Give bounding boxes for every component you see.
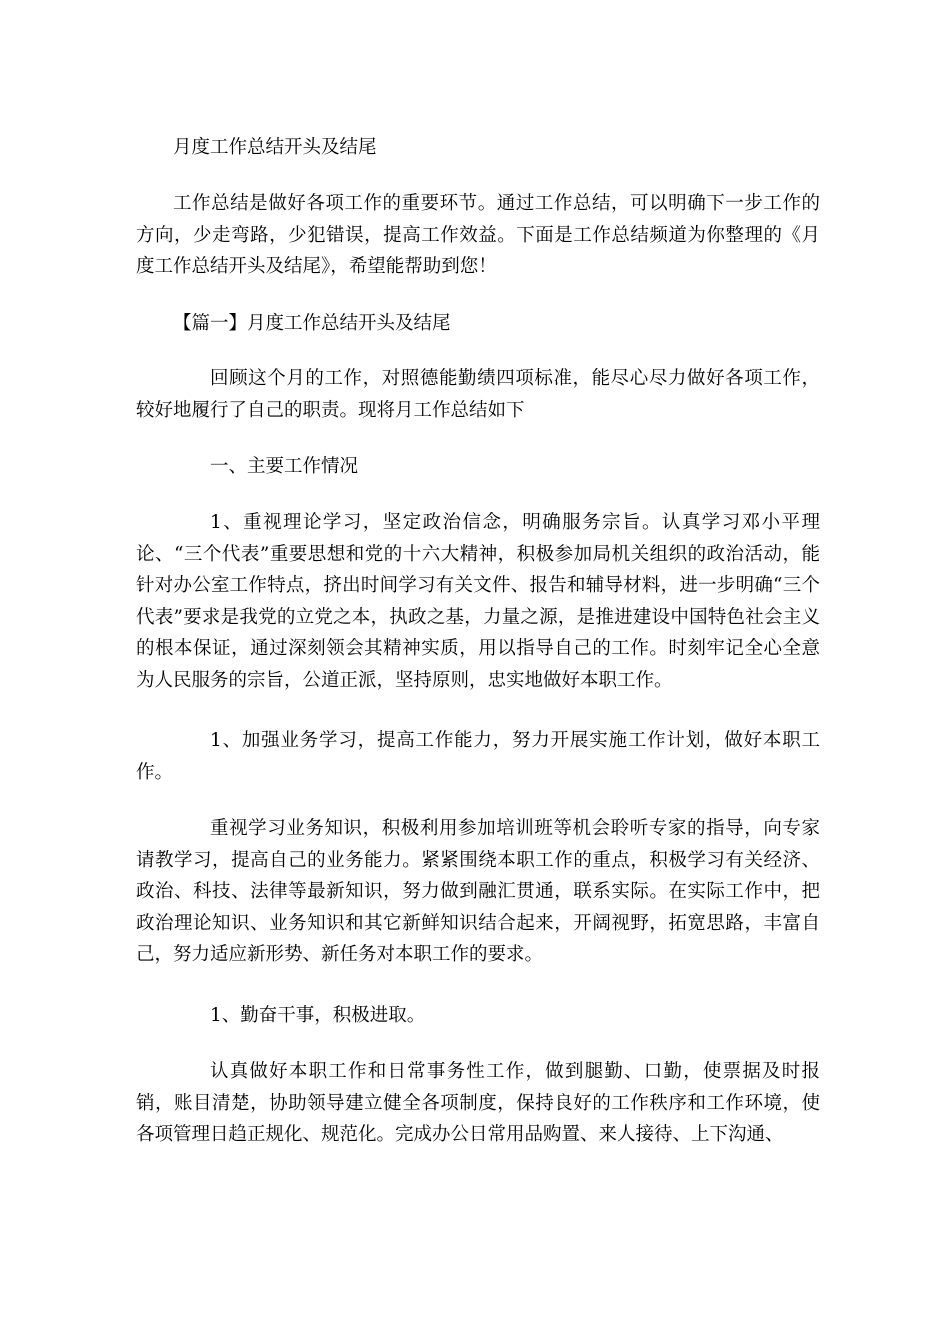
- chapter-heading: 【篇一】月度工作总结开头及结尾: [173, 313, 451, 334]
- intro-paragraph: 工作总结是做好各项工作的重要环节。通过工作总结，可以明确下一步工作的方向，少走弯路，少犯错误，提高工作效益。下面是工作总结频道为你整理的《月度工作总结开头及结尾》，希望能帮助到您！: [136, 193, 820, 277]
- section-heading: 一、主要工作情况: [210, 456, 359, 477]
- body-paragraph: 重视学习业务知识，积极利用参加培训班等机会聆听专家的指导，向专家请教学习，提高自己的业务能力。紧紧围绕本职工作的重点，积极学习有关经济、政治、科技、法律等最新知识，努力做到融汇贯通，联系实际。在实际工作中，把政治理论知识、业务知识和其它新鲜知识结合起来，开阔视野，拓宽思路，丰富自己，努力适应新形势、新任务对本职工作的要求。: [136, 818, 820, 965]
- subsection-heading: 1、加强业务学习，提高工作能力，努力开展实施工作计划，做好本职工作。: [136, 730, 820, 783]
- document-title: 月度工作总结开头及结尾: [173, 137, 377, 158]
- body-paragraph: 回顾这个月的工作，对照德能勤绩四项标准，能尽心尽力做好各项工作，较好地履行了自己的职责。现将月工作总结如下: [136, 368, 820, 421]
- body-paragraph: 认真做好本职工作和日常事务性工作，做到腿勤、口勤，使票据及时报销，账目清楚，协助领导建立健全各项制度，保持良好的工作秩序和工作环境，使各项管理日趋正规化、规范化。完成办公日常用品购置、来人接待、上下沟通、: [136, 1061, 820, 1145]
- subsection-heading: 1、勤奋干事，积极进取。: [210, 1005, 426, 1026]
- body-paragraph: 1、重视理论学习，坚定政治信念，明确服务宗旨。认真学习邓小平理论、“三个代表”重要思想和党的十六大精神，积极参加局机关组织的政治活动，能针对办公室工作特点，挤出时间学习有关文件、报告和辅导材料，进一步明确“三个代表”要求是我党的立党之本，执政之基，力量之源，是推进建设中国特色社会主义的根本保证，通过深刻领会其精神实质，用以指导自己的工作。时刻牢记全心全意为人民服务的宗旨，公道正派，坚持原则，忠实地做好本职工作。: [136, 512, 820, 691]
